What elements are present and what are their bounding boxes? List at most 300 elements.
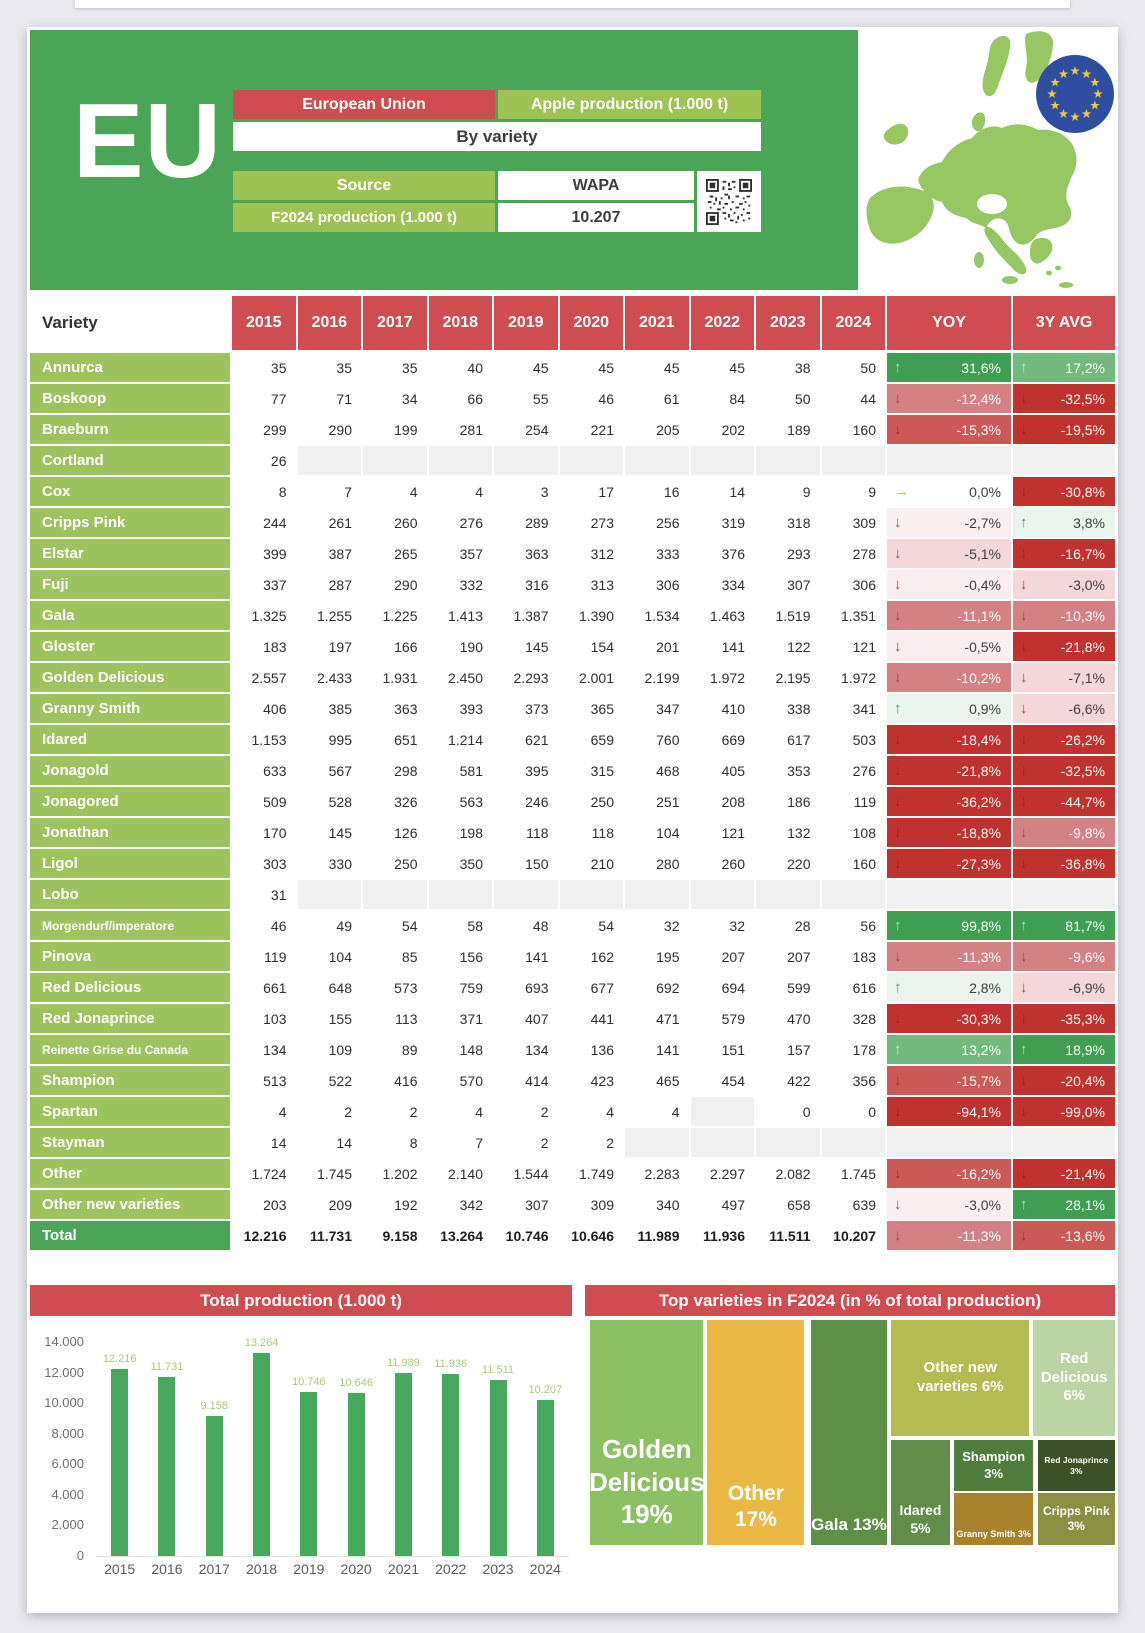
- x-tick-label: 2024: [529, 1561, 561, 1577]
- trend-down-icon: ↓: [894, 948, 902, 965]
- trend-down-icon: ↓: [1020, 421, 1028, 438]
- value-cell: [625, 446, 689, 475]
- value-cell: 0: [756, 1097, 820, 1126]
- value-cell: 371: [429, 1004, 493, 1033]
- value-cell: 290: [298, 415, 362, 444]
- y-tick-label: 8.000: [51, 1425, 84, 1441]
- variety-name-cell: Total: [30, 1221, 230, 1250]
- trend-down-icon: ↓: [1020, 545, 1028, 562]
- trend-down-icon: ↓: [1020, 483, 1028, 500]
- eu-map: [858, 30, 1118, 290]
- value-cell: 136: [560, 1035, 624, 1064]
- value-cell: 2.082: [756, 1159, 820, 1188]
- value-cell: 617: [756, 725, 820, 754]
- value-cell: 195: [625, 942, 689, 971]
- avg3-value: -6,6%: [1068, 700, 1105, 717]
- bar-chart-title: Total production (1.000 t): [30, 1285, 572, 1316]
- variety-name-cell: Annurca: [30, 353, 230, 382]
- bar-value-label: 10.746: [292, 1375, 326, 1388]
- yoy-value: -27,3%: [956, 855, 1001, 872]
- avg3-value: -19,5%: [1060, 421, 1105, 438]
- value-cell: 11.936: [691, 1221, 755, 1250]
- bar-2015: [102, 1353, 137, 1556]
- value-cell: 621: [494, 725, 558, 754]
- value-cell: [691, 1128, 755, 1157]
- value-cell: 318: [756, 508, 820, 537]
- value-cell: [298, 880, 362, 909]
- yoy-cell: [887, 1190, 1011, 1219]
- treemap-title: Top varieties in F2024 (in % of total production): [585, 1285, 1115, 1316]
- bar-2022: [434, 1357, 468, 1556]
- value-cell: 104: [298, 942, 362, 971]
- value-cell: 46: [232, 911, 296, 940]
- value-cell: 122: [756, 632, 820, 661]
- value-cell: 254: [494, 415, 558, 444]
- table-row: [30, 632, 1115, 661]
- value-cell: [756, 1128, 820, 1157]
- yoy-cell: [887, 911, 1011, 940]
- value-cell: 337: [232, 570, 296, 599]
- trend-up-icon: ↑: [1020, 359, 1028, 376]
- value-cell: 35: [298, 353, 362, 382]
- y-tick-label: 12.000: [44, 1364, 84, 1380]
- trend-up-icon: ↑: [894, 1041, 902, 1058]
- avg3-cell: [1013, 694, 1115, 723]
- value-cell: [560, 446, 624, 475]
- value-cell: 151: [691, 1035, 755, 1064]
- value-cell: 497: [691, 1190, 755, 1219]
- production-table: [30, 296, 1115, 1252]
- value-cell: 1.255: [298, 601, 362, 630]
- trend-down-icon: ↓: [1020, 793, 1028, 810]
- treemap-node-label: 5%: [910, 1519, 931, 1536]
- value-cell: 316: [494, 570, 558, 599]
- value-cell: 48: [494, 911, 558, 940]
- yoy-value: 0,9%: [969, 700, 1001, 717]
- yoy-value: -21,8%: [956, 762, 1001, 779]
- value-cell: 197: [298, 632, 362, 661]
- value-cell: 54: [560, 911, 624, 940]
- value-cell: 1.463: [691, 601, 755, 630]
- value-cell: 162: [560, 942, 624, 971]
- yoy-value: -0,4%: [964, 576, 1001, 593]
- value-cell: 347: [625, 694, 689, 723]
- value-cell: 350: [429, 849, 493, 878]
- value-cell: 49: [298, 911, 362, 940]
- variety-name-cell: Jonathan: [30, 818, 230, 847]
- value-cell: 14: [298, 1128, 362, 1157]
- product-title: Apple production (1.000 t): [498, 90, 761, 119]
- chart-x-axis: [96, 1561, 569, 1577]
- value-cell: 46: [560, 384, 624, 413]
- value-cell: [625, 880, 689, 909]
- value-cell: 40: [429, 353, 493, 382]
- treemap-node-cripps-pink: [1038, 1493, 1115, 1545]
- treemap-node-label: Gala 13%: [811, 1515, 887, 1535]
- trend-down-icon: ↓: [1020, 1227, 1028, 1244]
- x-tick-label: 2017: [198, 1561, 230, 1577]
- value-cell: 303: [232, 849, 296, 878]
- value-cell: 1.214: [429, 725, 493, 754]
- x-tick-label: 2022: [435, 1561, 467, 1577]
- value-cell: 2: [560, 1128, 624, 1157]
- variety-name-cell: Reinette Grise du Canada: [30, 1035, 230, 1064]
- avg3-cell: [1013, 849, 1115, 878]
- yoy-cell: [887, 1066, 1011, 1095]
- value-cell: 157: [756, 1035, 820, 1064]
- value-cell: 2.140: [429, 1159, 493, 1188]
- trend-down-icon: ↓: [894, 421, 902, 438]
- x-tick-label: 2020: [340, 1561, 372, 1577]
- value-cell: 4: [625, 1097, 689, 1126]
- value-cell: 273: [560, 508, 624, 537]
- value-cell: 265: [363, 539, 427, 568]
- avg3-cell: [1013, 880, 1115, 909]
- value-cell: [363, 880, 427, 909]
- variety-name-cell: Spartan: [30, 1097, 230, 1126]
- trend-down-icon: ↓: [894, 855, 902, 872]
- avg3-value: -21,8%: [1060, 638, 1105, 655]
- yoy-value: -2,7%: [964, 514, 1001, 531]
- avg3-cell: [1013, 663, 1115, 692]
- value-cell: 1.972: [822, 663, 886, 692]
- value-cell: 393: [429, 694, 493, 723]
- source-label: Source: [233, 171, 495, 200]
- table-row: [30, 1066, 1115, 1095]
- treemap-node-other-new-varieties: [891, 1320, 1029, 1436]
- yoy-value: 31,6%: [961, 359, 1001, 376]
- x-tick-label: 2019: [293, 1561, 325, 1577]
- yoy-value: -94,1%: [956, 1103, 1001, 1120]
- value-cell: [822, 1128, 886, 1157]
- treemap-node-red-jonaprince: [1038, 1440, 1115, 1491]
- value-cell: 260: [691, 849, 755, 878]
- year-column-header: 2022: [691, 296, 755, 350]
- table-row: [30, 880, 1115, 909]
- value-cell: 134: [232, 1035, 296, 1064]
- treemap-node-gala: [811, 1320, 887, 1545]
- value-cell: 8: [363, 1128, 427, 1157]
- treemap-node-label: varieties 6%: [916, 1377, 1004, 1395]
- value-cell: 31: [232, 880, 296, 909]
- avg3-cell: [1013, 725, 1115, 754]
- table-row: [30, 384, 1115, 413]
- yoy-value: -11,3%: [957, 1227, 1001, 1244]
- forecast-label: F2024 production (1.000 t): [233, 203, 495, 232]
- trend-up-icon: ↑: [894, 359, 902, 376]
- value-cell: 8: [232, 477, 296, 506]
- table-row: [30, 1128, 1115, 1157]
- avg3-value: -7,1%: [1068, 669, 1105, 686]
- avg3-value: -13,6%: [1060, 1227, 1105, 1244]
- avg3-value: -20,4%: [1060, 1072, 1105, 1089]
- value-cell: 399: [232, 539, 296, 568]
- value-cell: 581: [429, 756, 493, 785]
- value-cell: 1.544: [494, 1159, 558, 1188]
- value-cell: 9.158: [363, 1221, 427, 1250]
- value-cell: 45: [560, 353, 624, 382]
- value-cell: 118: [494, 818, 558, 847]
- value-cell: 32: [625, 911, 689, 940]
- treemap-node-label: Granny Smith 3%: [956, 1528, 1031, 1539]
- trend-down-icon: ↓: [1020, 638, 1028, 655]
- avg3-value: -32,5%: [1060, 390, 1105, 407]
- value-cell: 186: [756, 787, 820, 816]
- value-cell: 328: [822, 1004, 886, 1033]
- eu-flag-icon: [1036, 55, 1114, 133]
- table-total-row: [30, 1221, 1115, 1250]
- value-cell: 10.646: [560, 1221, 624, 1250]
- value-cell: [691, 880, 755, 909]
- value-cell: 307: [756, 570, 820, 599]
- yoy-cell: [887, 1159, 1011, 1188]
- trend-up-icon: ↑: [894, 979, 902, 996]
- value-cell: 209: [298, 1190, 362, 1219]
- value-cell: 659: [560, 725, 624, 754]
- value-cell: 278: [822, 539, 886, 568]
- trend-down-icon: ↓: [894, 1227, 902, 1244]
- value-cell: 141: [494, 942, 558, 971]
- value-cell: 35: [363, 353, 427, 382]
- variety-name-cell: Other: [30, 1159, 230, 1188]
- value-cell: 178: [822, 1035, 886, 1064]
- avg3-cell: [1013, 508, 1115, 537]
- value-cell: 338: [756, 694, 820, 723]
- bar-slot: [427, 1324, 474, 1556]
- yoy-cell: [887, 539, 1011, 568]
- yoy-cell: [887, 942, 1011, 971]
- value-cell: 528: [298, 787, 362, 816]
- value-cell: 2.195: [756, 663, 820, 692]
- value-cell: 109: [298, 1035, 362, 1064]
- variety-name-cell: Cripps Pink: [30, 508, 230, 537]
- qr-code-icon: [706, 179, 752, 225]
- chart-y-axis: [30, 1324, 88, 1563]
- value-cell: 58: [429, 911, 493, 940]
- value-cell: 0: [822, 1097, 886, 1126]
- table-row: [30, 601, 1115, 630]
- treemap-node-label: Shampion: [962, 1449, 1026, 1465]
- year-column-header: 2018: [429, 296, 493, 350]
- bar-2017: [200, 1400, 228, 1556]
- year-column-header: 2024: [822, 296, 886, 350]
- avg3-value: -30,8%: [1060, 483, 1105, 500]
- avg3-value: -99,0%: [1060, 1103, 1105, 1120]
- trend-down-icon: ↓: [894, 731, 902, 748]
- variety-name-cell: Elstar: [30, 539, 230, 568]
- avg3-value: -32,5%: [1060, 762, 1105, 779]
- bar-2016: [150, 1360, 184, 1556]
- y-tick-label: 2.000: [51, 1517, 84, 1533]
- table-row: [30, 353, 1115, 382]
- trend-down-icon: ↓: [1020, 576, 1028, 593]
- value-cell: 55: [494, 384, 558, 413]
- avg3-cell: [1013, 1221, 1115, 1250]
- avg3-value: 18,9%: [1065, 1041, 1105, 1058]
- year-column-header: 2021: [625, 296, 689, 350]
- avg3-value: 17,2%: [1065, 359, 1105, 376]
- value-cell: 309: [822, 508, 886, 537]
- avg3-cell: [1013, 1128, 1115, 1157]
- value-cell: [363, 446, 427, 475]
- value-cell: 54: [363, 911, 427, 940]
- variety-name-cell: Fuji: [30, 570, 230, 599]
- trend-down-icon: ↓: [894, 514, 902, 531]
- value-cell: 155: [298, 1004, 362, 1033]
- variety-name-cell: Braeburn: [30, 415, 230, 444]
- table-row: [30, 725, 1115, 754]
- bar-slot: [380, 1324, 427, 1556]
- value-cell: [494, 446, 558, 475]
- avg3-cell: [1013, 787, 1115, 816]
- treemap-node-label: Red Jonaprince: [1044, 1455, 1109, 1466]
- value-cell: 1.202: [363, 1159, 427, 1188]
- value-cell: [691, 1097, 755, 1126]
- value-cell: 207: [691, 942, 755, 971]
- bar-value-label: 10.646: [339, 1377, 373, 1390]
- value-cell: 13.264: [429, 1221, 493, 1250]
- trend-up-icon: ↑: [894, 917, 902, 934]
- table-row: [30, 570, 1115, 599]
- table-row: [30, 1097, 1115, 1126]
- yoy-cell: [887, 694, 1011, 723]
- value-cell: 45: [625, 353, 689, 382]
- value-cell: 14: [691, 477, 755, 506]
- x-tick-label: 2015: [104, 1561, 136, 1577]
- avg3-value: -44,7%: [1060, 793, 1105, 810]
- value-cell: 2.557: [232, 663, 296, 692]
- yoy-cell: [887, 787, 1011, 816]
- value-cell: [822, 880, 886, 909]
- table-row: [30, 1004, 1115, 1033]
- bar-slot: [96, 1324, 143, 1556]
- y-tick-label: 0: [76, 1548, 84, 1563]
- value-cell: 465: [625, 1066, 689, 1095]
- value-cell: 148: [429, 1035, 493, 1064]
- trend-up-icon: ↑: [894, 700, 902, 717]
- avg3-value: -6,9%: [1068, 979, 1105, 996]
- yoy-value: -3,0%: [964, 1196, 1001, 1213]
- value-cell: 220: [756, 849, 820, 878]
- trend-down-icon: ↓: [894, 824, 902, 841]
- yoy-value: -11,1%: [957, 607, 1001, 624]
- value-cell: 276: [822, 756, 886, 785]
- trend-down-icon: ↓: [894, 638, 902, 655]
- yoy-cell: [887, 446, 1011, 475]
- trend-down-icon: ↓: [894, 669, 902, 686]
- variety-name-cell: Red Delicious: [30, 973, 230, 1002]
- avg3-cell: [1013, 477, 1115, 506]
- trend-down-icon: ↓: [894, 576, 902, 593]
- y-tick-label: 14.000: [44, 1334, 84, 1349]
- value-cell: [691, 446, 755, 475]
- value-cell: 183: [822, 942, 886, 971]
- value-cell: [756, 446, 820, 475]
- value-cell: 119: [822, 787, 886, 816]
- avg3-value: -36,8%: [1060, 855, 1105, 872]
- table-row: [30, 508, 1115, 537]
- value-cell: 573: [363, 973, 427, 1002]
- value-cell: 141: [625, 1035, 689, 1064]
- value-cell: 156: [429, 942, 493, 971]
- value-cell: 205: [625, 415, 689, 444]
- value-cell: 203: [232, 1190, 296, 1219]
- value-cell: 190: [429, 632, 493, 661]
- value-cell: 313: [560, 570, 624, 599]
- trend-down-icon: ↓: [1020, 1072, 1028, 1089]
- value-cell: 2.001: [560, 663, 624, 692]
- value-cell: 2.199: [625, 663, 689, 692]
- avg3-value: -3,0%: [1068, 576, 1105, 593]
- bar-2018: [244, 1337, 279, 1556]
- value-cell: 373: [494, 694, 558, 723]
- avg3-value: -16,7%: [1060, 545, 1105, 562]
- value-cell: 145: [298, 818, 362, 847]
- value-cell: 563: [429, 787, 493, 816]
- value-cell: 1.519: [756, 601, 820, 630]
- treemap-node-shampion: [954, 1440, 1034, 1491]
- bar-value-label: 11.731: [150, 1360, 184, 1373]
- value-cell: 410: [691, 694, 755, 723]
- value-cell: 995: [298, 725, 362, 754]
- trend-down-icon: ↓: [1020, 1010, 1028, 1027]
- value-cell: 85: [363, 942, 427, 971]
- value-cell: 1.153: [232, 725, 296, 754]
- value-cell: 134: [494, 1035, 558, 1064]
- value-cell: 154: [560, 632, 624, 661]
- trend-up-icon: ↑: [1020, 514, 1028, 531]
- value-cell: [429, 880, 493, 909]
- yoy-value: -15,7%: [956, 1072, 1001, 1089]
- value-cell: 306: [625, 570, 689, 599]
- avg3-cell: [1013, 632, 1115, 661]
- value-cell: 759: [429, 973, 493, 1002]
- value-cell: 333: [625, 539, 689, 568]
- value-cell: 160: [822, 415, 886, 444]
- avg3-value: -9,8%: [1068, 824, 1105, 841]
- value-cell: 126: [363, 818, 427, 847]
- value-cell: 103: [232, 1004, 296, 1033]
- value-cell: 407: [494, 1004, 558, 1033]
- forecast-value: 10.207: [498, 203, 694, 232]
- value-cell: 289: [494, 508, 558, 537]
- value-cell: 89: [363, 1035, 427, 1064]
- value-cell: 4: [560, 1097, 624, 1126]
- treemap-node-other: [707, 1320, 804, 1545]
- table-row: [30, 787, 1115, 816]
- variety-name-cell: Jonagored: [30, 787, 230, 816]
- value-cell: 677: [560, 973, 624, 1002]
- yoy-value: -11,3%: [957, 948, 1001, 965]
- yoy-value: 2,8%: [969, 979, 1001, 996]
- trend-down-icon: ↓: [894, 390, 902, 407]
- value-cell: [625, 1128, 689, 1157]
- value-cell: 2: [494, 1097, 558, 1126]
- region-title: European Union: [233, 90, 495, 119]
- value-cell: 1.351: [822, 601, 886, 630]
- avg3-value: 28,1%: [1065, 1196, 1105, 1213]
- trend-down-icon: ↓: [894, 1010, 902, 1027]
- value-cell: 1.931: [363, 663, 427, 692]
- bar-slot: [238, 1324, 285, 1556]
- variety-name-cell: Idared: [30, 725, 230, 754]
- value-cell: 261: [298, 508, 362, 537]
- variety-name-cell: Lobo: [30, 880, 230, 909]
- avg3-cell: [1013, 539, 1115, 568]
- value-cell: 2.283: [625, 1159, 689, 1188]
- value-cell: 11.731: [298, 1221, 362, 1250]
- year-column-header: 2023: [756, 296, 820, 350]
